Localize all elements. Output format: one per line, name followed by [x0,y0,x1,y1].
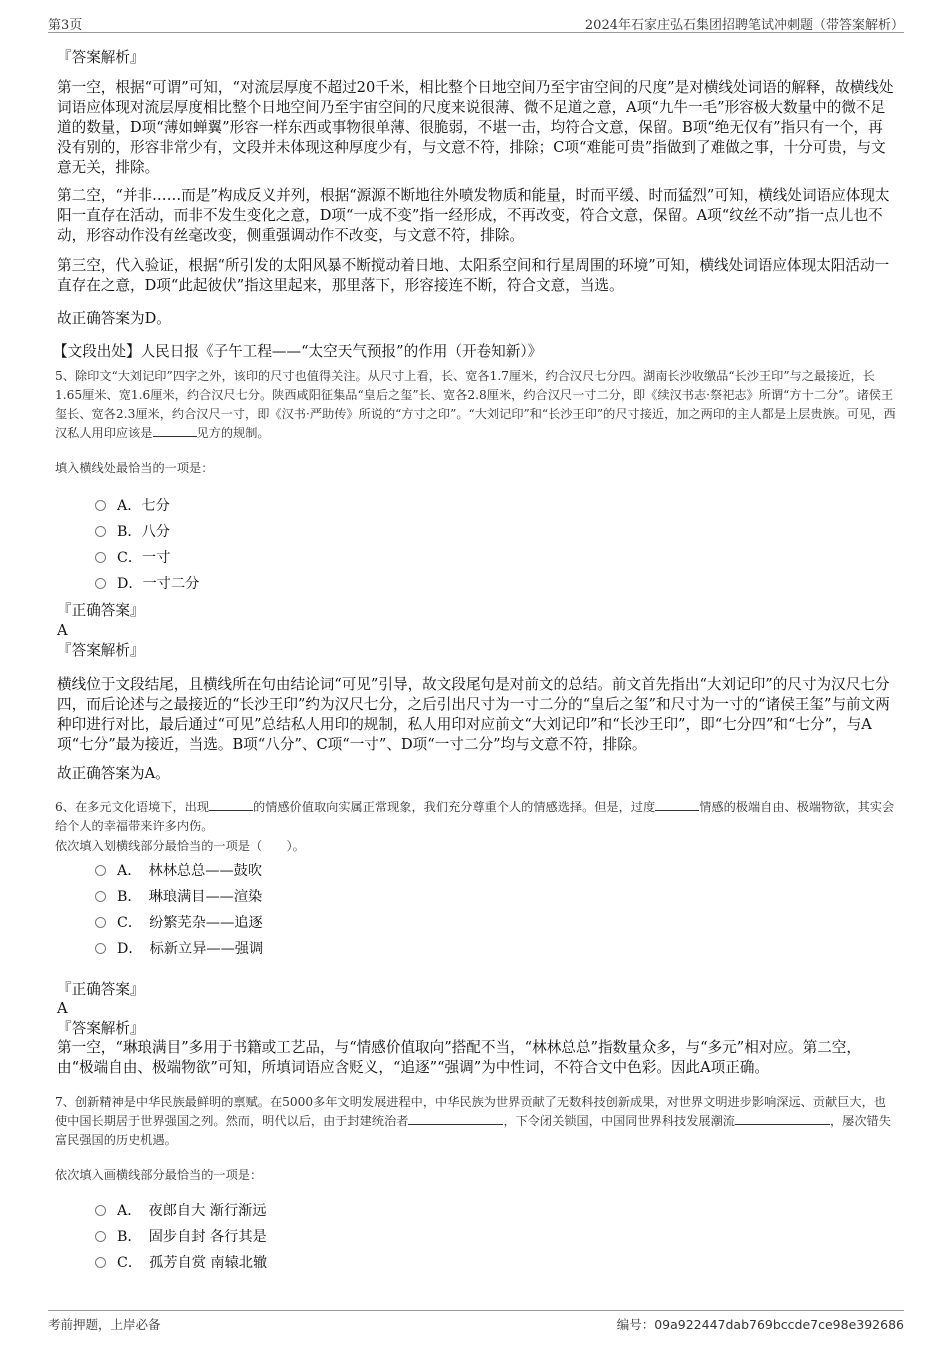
q7-option-a[interactable]: A． 夜郎自大 渐行渐远 [95,1201,267,1221]
q6-analysis-label: 『答案解析』 [57,1020,145,1037]
q5-conclusion: 故正确答案为A。 [57,765,170,782]
radio-icon[interactable] [95,943,106,954]
radio-icon[interactable] [95,552,106,563]
radio-icon[interactable] [95,1205,106,1216]
page-header [48,12,904,33]
blank-line [735,1112,830,1125]
blank-line [153,424,197,437]
q6-option-a[interactable]: A． 林林总总——鼓吹 [95,861,262,881]
page-footer [48,1310,904,1339]
q5-analysis: 横线位于文段结尾，且横线所在句由结论词“可见”引导，故文段尾句是对前文的总结。前文首先指出“大刘记印”的尺寸为汉尺七分四，而后论述与之最接近的“长沙王印”约为汉尺七分，之后引出尺寸为一寸二分的“皇后之玺”和尺寸为一寸的“诸侯王玺”与前文两种印进行对比，最后通过“可见”总结私人用印的规制，私人用印对应前文“大刘记印”和“长沙王印”，即“七分四”和“七分”，与A项“七分”最为接近，当选。B项“八分”、C项“一寸”、D项“一寸二分”均与文意不符，排除。 [57,676,890,753]
q5-option-b[interactable]: B．八分 [95,522,170,542]
q5-prompt: 填入横线处最恰当的一项是： [55,461,214,475]
q6-analysis: 第一空，“琳琅满目”多用于书籍或工艺品，与“情感价值取向”搭配不当，“林林总总”指数量众多，与“多元”相对应。第二空，由“极端自由、极端物欲”可知，所填词语应含贬义，“追逐”“强调”为中性词，不符合文中色彩。因此A项正确。 [57,1039,861,1076]
blank-line [209,798,253,811]
q4-analysis-p1: 第一空，根据“可谓”可知，“对流层厚度不超过20千米，相比整个日地空间乃至宇宙空间的尺度”是对横线处词语的解释，故横线处词语应体现对流层厚度相比整个日地空间乃至宇宙空间的尺度来说很薄、微不足道之意，A项“九牛一毛”形容极大数量中的微不足道的数量，D项“薄如蝉翼”形容一样东西或事物很单薄、很脆弱，不堪一击，均符合文意，保留。B项“绝无仅有”指只有一个，再没有别的，形容非常少有，文段并未体现这种厚度少有，与文意不符，排除；C项“难能可贵”指做到了难做之事，十分可贵，与文意无关，排除。 [57,79,894,176]
q6-option-d[interactable]: D． 标新立异——强调 [95,939,263,959]
q4-analysis-p2: 第二空，“并非……而是”构成反义并列，根据“源源不断地往外喷发物质和能量，时而平缓、时而猛烈”可知，横线处词语应体现太阳一直存在活动，而非不发生变化之意，D项“一成不变”指一经形成，不再改变，符合文意，保留。A项“纹丝不动”指一点儿也不动，形容动作没有丝毫改变，侧重强调动作不改变，与文意不符，排除。 [57,187,890,244]
q7-prompt: 依次填入画横线部分最恰当的一项是： [55,1168,263,1182]
q5-option-a[interactable]: A．七分 [95,496,170,516]
q5-option-c[interactable]: C．一寸 [95,548,170,568]
q7-stem: 7、创新精神是中华民族最鲜明的禀赋。在5000多年文明发展进程中，中华民族为世界贡献了无数科技创新成果，对世界文明进步影响深远、贡献巨大，也使中国长期居于世界强国之列。然而，明代以后，由于封建统治者 ，下令闭关锁国，中国同世界科技发展潮流 ，屡次错失富民强国的历史机遇。 [55,1095,891,1147]
blank-line [408,1112,503,1125]
q7-option-c[interactable]: C． 孤芳自赏 南辕北辙 [95,1253,267,1273]
q5-correct-label: 『正确答案』 [57,602,145,619]
q4-conclusion: 故正确答案为D。 [57,310,171,327]
q6-prompt: 依次填入划横线部分最恰当的一项是（ ）。 [55,839,305,853]
q6-stem: 6、在多元文化语境下，出现 的情感价值取向实属正常现象，我们充分尊重个人的情感选择。但是，过度 情感的极端自由、极端物欲，其实会给个人的幸福带来许多内伤。 [55,800,895,833]
q4-source: 【文段出处】人民日报《子午工程——“太空天气预报”的作用（开卷知新）》 [53,343,543,360]
radio-icon[interactable] [95,917,106,928]
q6-answer: A [57,1000,68,1017]
document-title: 2024年石家庄弘石集团招聘笔试冲刺题（带答案解析） [584,18,904,33]
radio-icon[interactable] [95,891,106,902]
radio-icon[interactable] [95,1257,106,1268]
radio-icon[interactable] [95,578,106,589]
radio-icon[interactable] [95,500,106,511]
q5-option-d[interactable]: D．一寸二分 [95,574,199,594]
document-id: 编号：09a922447dab769bccde7ce98e392686 [616,1317,904,1332]
q5-analysis-label: 『答案解析』 [57,642,145,659]
radio-icon[interactable] [95,1231,106,1242]
q6-option-b[interactable]: B． 琳琅满目——渲染 [95,887,262,907]
radio-icon[interactable] [95,865,106,876]
q6-option-c[interactable]: C． 纷繁芜杂——追逐 [95,913,263,933]
q5-answer: A [57,622,68,639]
q7-option-b[interactable]: B． 固步自封 各行其是 [95,1227,267,1247]
q4-analysis-p3: 第三空，代入验证，根据“所引发的太阳风暴不断搅动着日地、太阳系空间和行星周围的环境”可知，横线处词语应体现太阳活动一直存在之意，D项“此起彼伏”指这里起来，那里落下，形容接连不断，符合文意，当选。 [57,257,890,294]
radio-icon[interactable] [95,526,106,537]
q6-correct-label: 『正确答案』 [57,981,145,998]
page-number: 第3页 [48,18,83,33]
footer-slogan: 考前押题，上岸必备 [48,1317,161,1332]
blank-line [655,798,699,811]
q5-stem: 5、除印文“大刘记印”四字之外，该印的尺寸也值得关注。从尺寸上看，长、宽各1.7厘米，约合汉尺七分四。湖南长沙收缴品“长沙王印”与之最接近，长1.65厘米、宽1.6厘米，约合汉尺七分。陕西咸阳征集品“皇后之玺”长、宽各2.8厘米，约合汉尺一寸二分，即《续汉书志·祭祀志》所谓“方十二分”。诸侯王玺长、宽各2.3厘米，约合汉尺一寸，即《汉书·严助传》所说的“方寸之印”。“大刘记印”和“长沙王印”的尺寸接近，加之两印的主人都是上层贵族。可见，西汉私人用印应该是 见方的规制。 [55,369,896,440]
q4-analysis-label: 『答案解析』 [57,49,145,66]
